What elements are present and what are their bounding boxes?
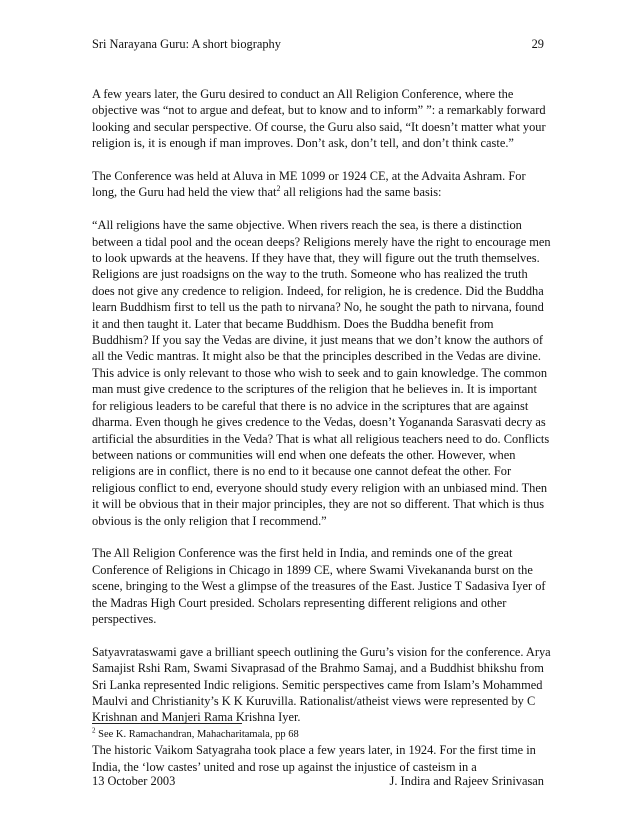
header-title: Sri Narayana Guru: A short biography	[92, 37, 281, 51]
paragraph-conference-intro: A few years later, the Guru desired to conduct an All Religion Conference, where the objective was “not to argue and defeat, but to know and to inform” ”: a remarkably forward looking and secular perspective. Of course, the Guru also said, “It doesn’t matter what your religion is, it is enough if man improves. Don’t ask, don’t tell, and don’t think caste.”	[92, 87, 546, 151]
footnote	[92, 726, 299, 740]
footer-date: 13 October 2003	[92, 774, 176, 788]
paragraph-guru-quote: “All religions have the same objective. When rivers reach the sea, is there a distinction between a tidal pool and the ocean deeps? Religions merely have the right to encourage men to look upwards at the heavens. If they have that, they will figure out the truth themselves. Religions are just roadsigns on the way to the truth. Someone who has realized the truth does not give any credence to religion. Indeed, for religion, he is credence. Did the Buddha learn Buddhism first to tell us the path to nirvana? No, he sought the path to nirvana, found it and then taught it. Later that became Buddhism. Does the Buddha benefit from Buddhism? If you say the Vedas are divine, it just means that we don’t know the authors of all the Vedic mantras. It might also be that the principles described in the Vedas are divine. This advice is only relevant to those who wish to seek and to gain knowledge. The common man must give credence to the scriptures of the religion that he believes in. It is important for religious leaders to be careful that there is no advice in the scriptures that are against dharma. Even though he gives credence to the Vedas, doesn’t Yogananda Sarasvati decry as artificial the absurdities in the Veda? That is what all religious teachers need to do. Conflicts between nations or communities will end when one defeats the other. However, when religions are in conflict, there is no end to it because one cannot defeat the other. For religious conflict to end, everyone should study every religion with an unbiased mind. Then it will be obvious that in their major principles, they are not so different. That which is thus obvious is the only religion that I recommend.”	[92, 218, 551, 528]
footnote-reference: 2	[276, 184, 281, 194]
paragraph-vaikom: The historic Vaikom Satyagraha took place a few years later, in 1924. For the first time in India, the ‘low castes’ united and rose up against the injustice of casteism in a	[92, 743, 536, 774]
footnote-marker: 2	[92, 726, 96, 735]
page-number: 29	[531, 37, 544, 51]
paragraph-speakers: Satyavrataswami gave a brilliant speech outlining the Guru’s vision for the conference. Arya Samajist Rshi Ram, Swami Sivaprasad of the Brahmo Samaj, and a Buddhist bhikshu from Sri Lanka represented Indic religions. Semitic perspectives came from Islam’s Mohammed Maulvi and Christianity’s K K Kuruvilla. Rationalist/atheist views were represented by C Krishnan and Manjeri Rama Krishna Iyer.	[92, 644, 551, 725]
footer-authors: J. Indira and Rajeev Srinivasan	[389, 774, 544, 788]
footnote-text: See K. Ramachandran, Mahacharitamala, pp 68	[95, 729, 299, 740]
paragraph-conference-venue	[92, 168, 552, 201]
paragraph-venue-text-cont: all religions had the same basis:	[280, 185, 442, 200]
body-text	[92, 86, 552, 791]
footnote-divider	[92, 723, 242, 724]
paragraph-conference-history: The All Religion Conference was the first held in India, and reminds one of the great Conference of Religions in Chicago in 1899 CE, where Swami Vivekananda burst on the scene, bringing to the West a glimpse of the treasures of the East. Justice T Sadasiva Iyer of the Madras High Court presided. Scholars representing different religions and other perspectives.	[92, 546, 546, 626]
paragraph-venue-text: The Conference was held at Aluva in ME 1099 or 1924 CE, at the Advaita Ashram. For long, the Guru had held the view that	[92, 169, 526, 200]
